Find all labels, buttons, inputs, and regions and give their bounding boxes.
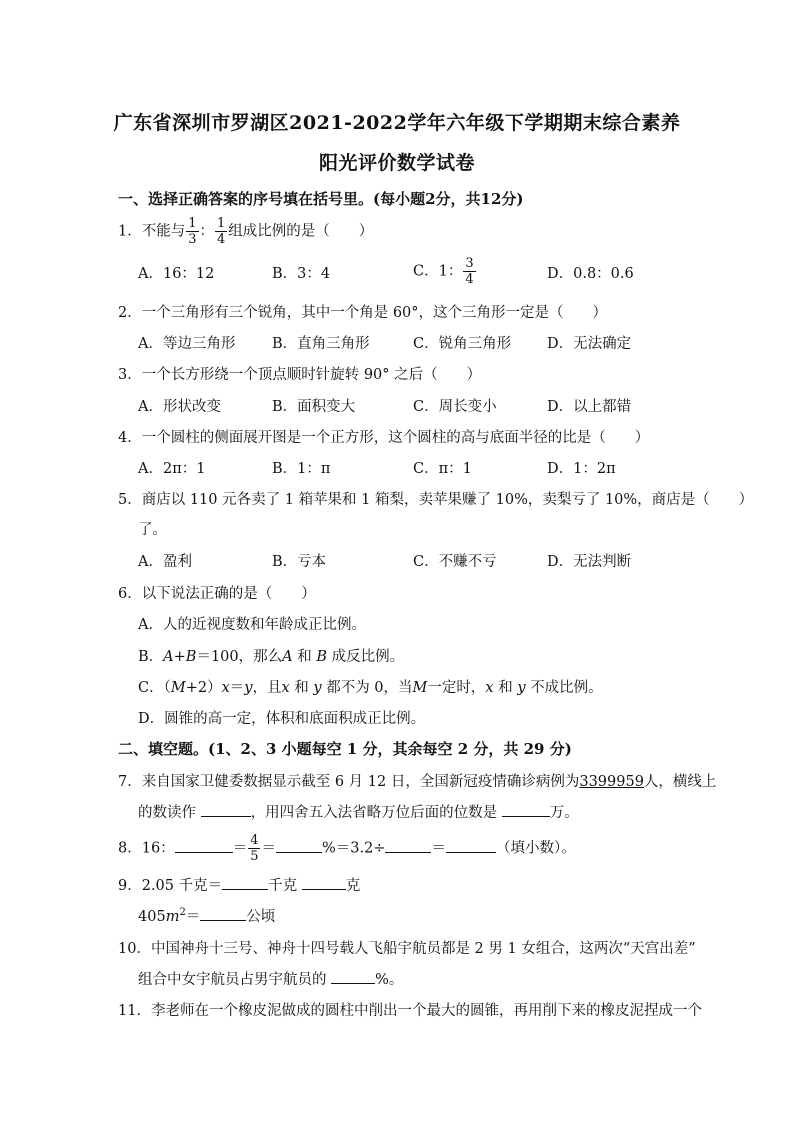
q1-option-c-label: C．1： (413, 263, 463, 280)
q10-line2-tail: %。 (375, 972, 404, 988)
question-8 (118, 833, 576, 864)
unit-m: m (165, 909, 180, 925)
question-5-line2: 了。 (138, 522, 167, 538)
q6-c-and: 和 (493, 680, 518, 696)
section1-heading: 一、选择正确答案的序号填在括号里。(每小题2分，共12分) (118, 190, 524, 208)
var-b: B (316, 649, 327, 665)
fraction-denominator: 4 (465, 272, 474, 287)
q4-option-a[interactable]: A．2π：1 (138, 461, 206, 477)
question-2: 2．一个三角形有三个锐角，其中一个角是 60°，这个三角形一定是（ ） (118, 305, 608, 321)
answer-blank[interactable] (446, 838, 496, 853)
question-7-line2 (138, 801, 579, 822)
q5-option-d[interactable]: D．无法判断 (547, 554, 632, 570)
q7-underlined-number: 3399959 (579, 774, 644, 790)
q6-c-text: +2） (185, 680, 222, 696)
question-1 (118, 216, 373, 247)
fraction-three-fourths (463, 256, 475, 287)
q5-option-b[interactable]: B．亏本 (272, 554, 327, 570)
q2-option-b[interactable]: B．直角三角形 (272, 336, 370, 352)
fraction-denominator: 3 (188, 232, 197, 247)
fraction-denominator: 4 (217, 232, 226, 247)
q7-line2-text: ，用四舍五入法省略万位后面的位数是 (250, 805, 498, 821)
q3-option-c[interactable]: C．周长变小 (413, 399, 497, 415)
q6-c-text: 都不为 0，当 (321, 680, 413, 696)
answer-blank[interactable] (331, 969, 375, 984)
q6-c-tail: 不成比例。 (525, 680, 603, 696)
q10-line2-text: 组合中女宇航员占男宇航员的 (138, 972, 327, 988)
q1-option-d[interactable]: D．0.8：0.6 (547, 266, 634, 282)
question-1-text: 1．不能与 (118, 223, 186, 240)
fraction-numerator: 4 (250, 833, 259, 848)
question-10-line2 (138, 968, 403, 989)
q9-text: 9．2.05 千克＝ (118, 878, 223, 894)
answer-blank[interactable] (175, 838, 233, 853)
q2-option-a[interactable]: A．等边三角形 (138, 336, 236, 352)
equals-sign: ＝ (261, 840, 276, 857)
var-m: M (412, 680, 428, 696)
var-y: y (313, 680, 322, 696)
exam-title-line2: 阳光评价数学试卷 (318, 152, 475, 174)
answer-blank[interactable] (302, 875, 346, 890)
q7-line2-text: 的数读作 (138, 805, 196, 821)
exam-title-line1: 广东省深圳市罗湖区2021-2022学年六年级下学期期末综合素养 (113, 112, 681, 134)
q3-option-b[interactable]: B．面积变大 (272, 399, 356, 415)
plus-sign: + (173, 649, 186, 665)
q6-c-and: 和 (289, 680, 314, 696)
fraction-one-fourth (215, 216, 227, 247)
var-x: x (281, 680, 290, 696)
q6-option-b-label: B． (138, 649, 164, 665)
answer-blank[interactable] (502, 802, 550, 817)
q7-line2-tail: 万。 (549, 805, 579, 821)
q6-option-a[interactable]: A．人的近视度数和年龄成正比例。 (138, 617, 366, 633)
fraction-numerator: 3 (465, 256, 474, 271)
q9-text: 千克 (268, 878, 298, 894)
q4-option-c[interactable]: C．π：1 (413, 461, 472, 477)
question-6: 6．以下说法正确的是（ ） (118, 586, 316, 602)
answer-blank[interactable] (276, 838, 322, 853)
question-7-line1 (118, 770, 716, 791)
var-b: B (185, 649, 197, 665)
question-1-tail: 组成比例的是（ ） (228, 223, 374, 240)
var-x: x (485, 680, 494, 696)
question-9-line1 (118, 874, 360, 895)
answer-blank[interactable] (201, 802, 251, 817)
answer-blank[interactable] (222, 875, 268, 890)
q6-b-text: ＝100，那么 (196, 649, 283, 665)
colon: ： (199, 223, 215, 240)
fraction-four-fifths (248, 833, 260, 864)
question-10-line1: 10．中国神舟十三号、神舟十四号载人飞船宇航员都是 2 男 1 女组合，这两次“天宫出差” (118, 941, 696, 957)
answer-blank[interactable] (385, 838, 431, 853)
q5-option-a[interactable]: A．盈利 (138, 554, 192, 570)
q6-option-c-label: C．（ (138, 680, 171, 696)
equals-sign: ＝ (232, 840, 248, 857)
q3-option-a[interactable]: A．形状改变 (138, 399, 221, 415)
q1-option-b[interactable]: B．3：4 (272, 266, 331, 282)
var-y: y (517, 680, 526, 696)
q4-option-b[interactable]: B．1：π (272, 461, 331, 477)
q7-text-tail: 人，横线上 (643, 774, 717, 790)
fraction-numerator: 1 (217, 216, 226, 231)
question-9-line2 (138, 905, 275, 926)
fraction-numerator: 1 (188, 216, 197, 231)
equals-sign: ＝ (185, 909, 201, 925)
var-a: A (163, 649, 174, 665)
q2-option-d[interactable]: D．无法确定 (547, 336, 632, 352)
q1-option-c[interactable] (413, 256, 477, 287)
var-y: y (244, 680, 253, 696)
question-5-line1: 5．商店以 110 元各卖了 1 箱苹果和 1 箱梨，卖苹果赚了 10%，卖梨亏了 10%，商店是（ ） (118, 492, 754, 508)
q2-option-c[interactable]: C．锐角三角形 (413, 336, 512, 352)
equals-sign: ＝ (431, 840, 446, 857)
q6-option-b[interactable] (138, 645, 404, 666)
var-m: M (170, 680, 186, 696)
answer-blank[interactable] (200, 906, 246, 921)
q1-option-a[interactable]: A．16：12 (138, 266, 215, 282)
question-3: 3．一个长方形绕一个顶点顺时针旋转 90° 之后（ ） (118, 367, 482, 383)
q5-option-c[interactable]: C．不赚不亏 (413, 554, 497, 570)
q3-option-d[interactable]: D．以上都错 (547, 399, 632, 415)
fraction-one-third (186, 216, 198, 247)
var-x: x (221, 680, 230, 696)
question-4: 4．一个圆柱的侧面展开图是一个正方形，这个圆柱的高与底面半径的比是（ ） (118, 430, 650, 446)
q6-option-d[interactable]: D．圆锥的高一定，体积和底面积成正比例。 (138, 711, 426, 727)
q8-text-tail: （填小数）。 (495, 840, 576, 857)
q6-b-tail: 成反比例。 (327, 649, 405, 665)
section2-heading: 二、填空题。(1、2、3 小题每空 1 分，其余每空 2 分，共 29 分) (118, 740, 572, 758)
q6-c-text: 一定时， (427, 680, 486, 696)
q9-line2-tail: 公顷 (246, 909, 276, 925)
q9-text-tail: 克 (345, 878, 361, 894)
var-a: A (282, 649, 293, 665)
q9-line2-text: 405 (138, 909, 166, 925)
superscript-2: 2 (179, 907, 186, 919)
q8-text: 8．16： (118, 840, 175, 857)
q8-text: %＝3.2÷ (321, 840, 386, 857)
question-11-line1: 11．李老师在一个橡皮泥做成的圆柱中削出一个最大的圆锥，再用削下来的橡皮泥捏成一个 (118, 1003, 702, 1019)
fraction-denominator: 5 (250, 849, 259, 864)
q7-text: 7．来自国家卫健委数据显示截至 6 月 12 日，全国新冠疫情确诊病例为 (118, 774, 580, 790)
q6-c-text: ，且 (252, 680, 282, 696)
q4-option-d[interactable]: D．1：2π (547, 461, 616, 477)
q6-b-and: 和 (292, 649, 317, 665)
equals-sign: ＝ (229, 680, 245, 696)
q6-option-c[interactable] (138, 676, 603, 697)
